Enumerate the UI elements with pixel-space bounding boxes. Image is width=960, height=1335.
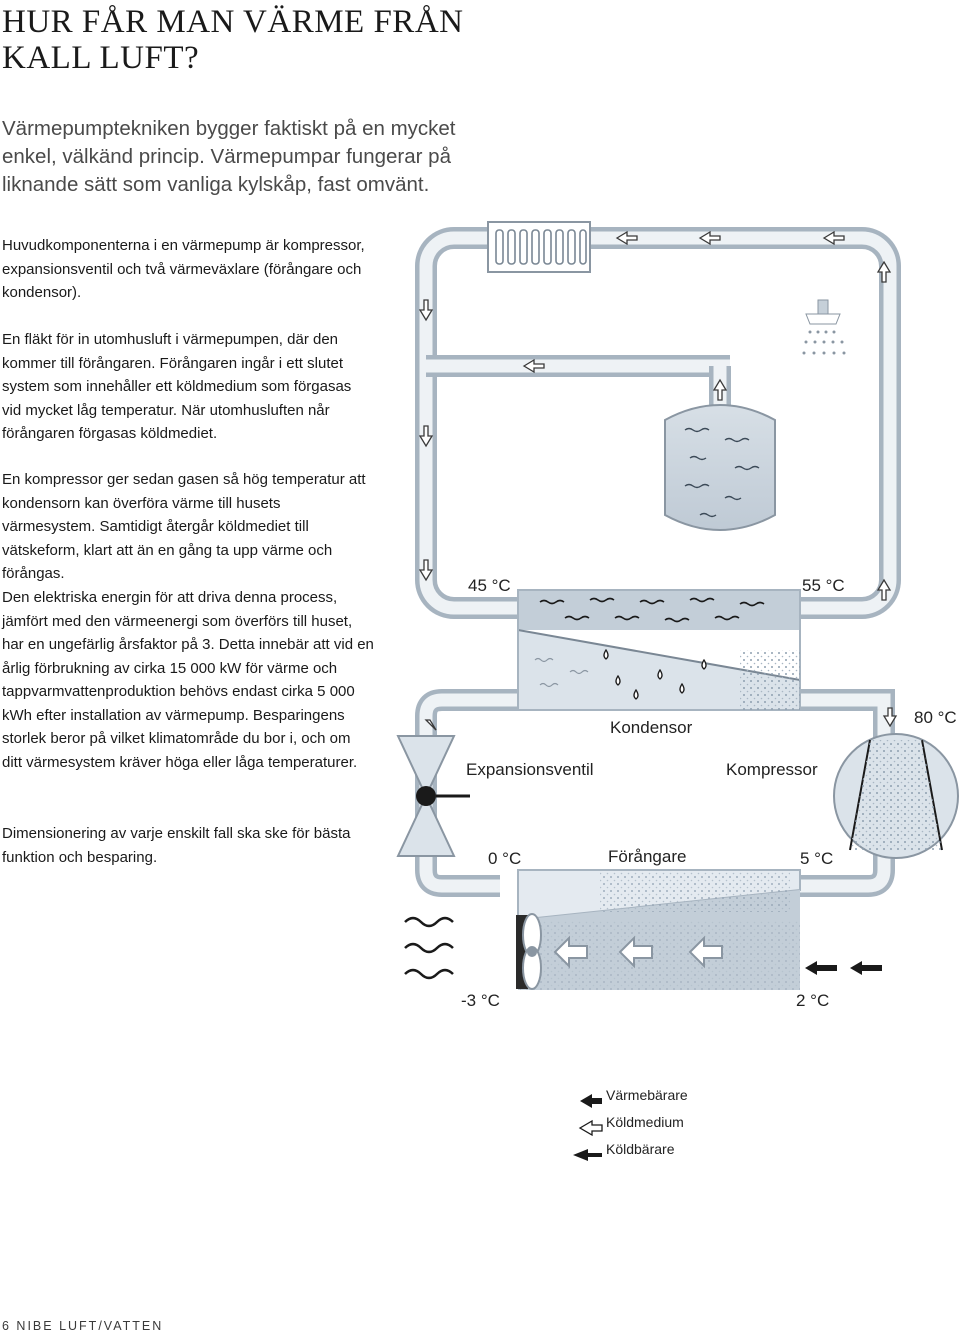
intro-text: Värmepumptekniken bygger faktiskt på en mycket enkel, välkänd princip. Värmepumpar fungerar på liknande sätt som vanliga kylskåp, fast omvänt.	[2, 117, 456, 196]
legend-varmebarare: Värmebärare	[606, 1087, 688, 1103]
temp-air-in: 2 °C	[796, 991, 830, 1010]
paragraph-dimensioning: Dimensionering av varje enskilt fall ska ske för bästa funktion och besparing.	[2, 825, 351, 866]
legend-koldmedium-icon	[580, 1121, 602, 1135]
paragraph-compressor: En kompressor ger sedan gasen så hög temperatur att kondensorn kan överföra värme till husets värmesystem. Samtidigt återgår köldmediet till vätskeform, klart att än en gång ta upp värme och förångas.	[2, 471, 366, 582]
legend-koldmedium: Köldmedium	[606, 1114, 684, 1130]
temp-air-out: -3 °C	[461, 991, 500, 1010]
legend-varmebarare-icon	[580, 1094, 602, 1108]
shower-icon	[803, 300, 846, 355]
temp-condenser-out: 55 °C	[802, 576, 845, 595]
temp-evaporator-in: 0 °C	[488, 849, 522, 868]
compressor	[834, 734, 958, 858]
paragraph-energy: Den elektriska energin för att driva denna process, jämfört med den värmeenergi som överförs till huset, har en ungefärlig årsfaktor på 3. Detta innebär att vid en årlig förbrukning av cirka 15 000 kW för värme och tappvarmvattenproduktion behövs endast cirka 5 000 kWh efter installation av värmepump. Besparingens storlek beror på vilket klimatområde du bor i, och om ditt värmesystem kräver höga eller låga temperaturer.	[2, 589, 374, 771]
temp-compressor-out: 80 °C	[914, 708, 957, 727]
paragraph-components: Huvudkomponenterna i en värmepump är kompressor, expansionsventil och två värmeväxlare (förångare och kondensor).	[2, 237, 365, 301]
evaporator	[518, 870, 800, 990]
paragraph-fan: En fläkt för in utomhusluft i värmepumpen, där den kommer till förångaren. Förångaren ingår i ett slutet system som innehåller ett köldmedium som förgasas vid mycket låg temperatur. När utomhusluften når förångaren förgasas köldmediet.	[2, 331, 352, 442]
outdoor-air-waves	[405, 918, 453, 978]
water-heater-tank	[665, 405, 775, 530]
page-footer: 6 NIBE LUFT/VATTEN	[2, 1319, 164, 1333]
fan-icon	[516, 914, 541, 989]
label-forangare: Förångare	[608, 847, 687, 866]
legend	[573, 1087, 688, 1161]
legend-koldbarare: Köldbärare	[606, 1141, 675, 1157]
label-expansionsventil: Expansionsventil	[466, 760, 594, 779]
label-kondensor: Kondensor	[610, 718, 693, 737]
temp-evaporator-out: 5 °C	[800, 849, 834, 868]
heating-circuit-pipe	[426, 238, 890, 608]
expansion-valve	[398, 736, 470, 856]
condenser	[518, 590, 800, 710]
radiator	[488, 222, 590, 272]
page-title: HUR FÅR MAN VÄRME FRÅN KALL LUFT?	[2, 4, 464, 76]
label-kompressor: Kompressor	[726, 760, 818, 779]
legend-koldbarare-icon	[573, 1149, 602, 1161]
temp-condenser-in: 45 °C	[468, 576, 511, 595]
